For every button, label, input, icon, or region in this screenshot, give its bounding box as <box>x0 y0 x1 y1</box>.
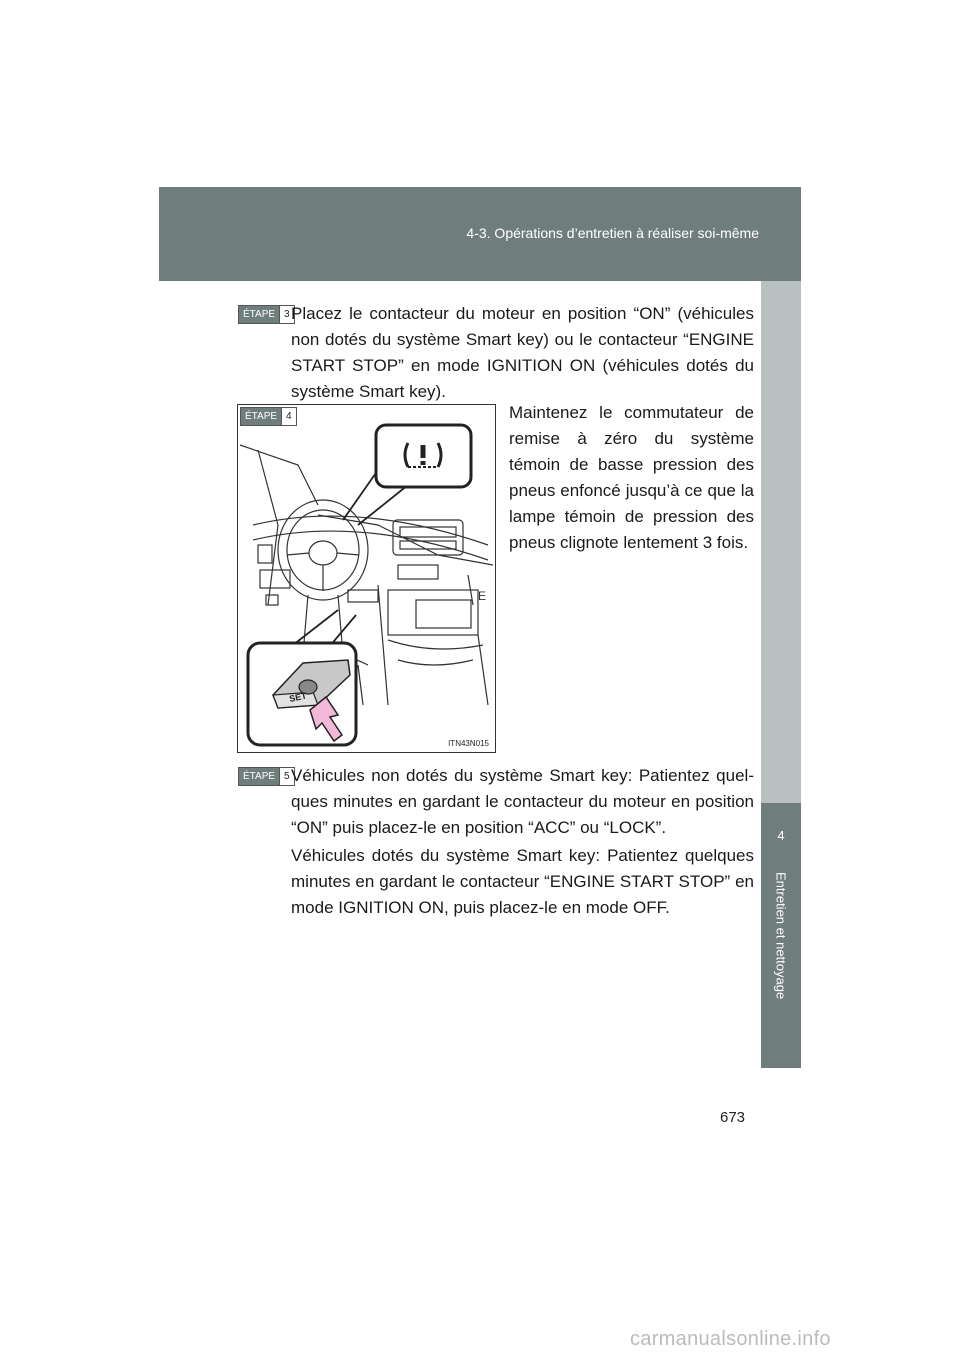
step-badge-label: ÉTAPE <box>239 768 279 785</box>
figure-code: ITN43N015 <box>448 739 489 748</box>
step-text: Placez le contacteur du moteur en position “ON” (véhicules non dotés du système Smart key) ou le contacteur “ENGINE START STOP” en mode IGNITION ON (véhicules dotés du système Smart key). <box>291 304 754 401</box>
step-badge-number: 3 <box>279 306 294 323</box>
svg-text:E: E <box>478 589 487 603</box>
chapter-number: 4 <box>761 803 801 868</box>
step-badge <box>240 407 297 426</box>
chapter-tab <box>761 868 801 1068</box>
watermark[interactable]: carmanualsonline.info <box>630 1328 831 1350</box>
step-4-text: Maintenez le commutateur de remise à zéro du système témoin de basse pression des pneus enfoncé jusqu’à ce que la lampe témoin de pression des pneus clignote lentement 3 fois. <box>509 403 754 552</box>
side-tab-top <box>761 281 801 803</box>
step-5 <box>238 763 754 917</box>
section-title: 4-3. Opérations d’entretien à réaliser soi-même <box>466 225 759 241</box>
step-3 <box>238 301 754 401</box>
dashboard-illustration <box>238 405 495 752</box>
step-badge-label: ÉTAPE <box>241 408 281 425</box>
step-badge <box>238 305 295 324</box>
step-text-a: Véhicules non dotés du système Smart key: Patientez quel-ques minutes en gardant le contacteur du moteur en position “ON” puis placez-le en position “ACC” ou “LOCK”. <box>291 766 754 837</box>
step-badge-label: ÉTAPE <box>239 306 279 323</box>
switch-set-label: SET <box>288 690 308 704</box>
step-badge-number: 5 <box>279 768 294 785</box>
step-text-b: Véhicules dotés du système Smart key: Patientez quelques minutes en gardant le contacteur “ENGINE START STOP” en mode IGNITION ON, puis placez-le en mode OFF. <box>291 846 754 917</box>
step-badge-number: 4 <box>281 408 296 425</box>
header-band <box>159 187 801 281</box>
page-number: 673 <box>720 1109 746 1126</box>
dashboard-figure <box>237 404 496 753</box>
step-badge <box>238 767 295 786</box>
chapter-label: Entretien et nettoyage <box>773 872 789 1000</box>
